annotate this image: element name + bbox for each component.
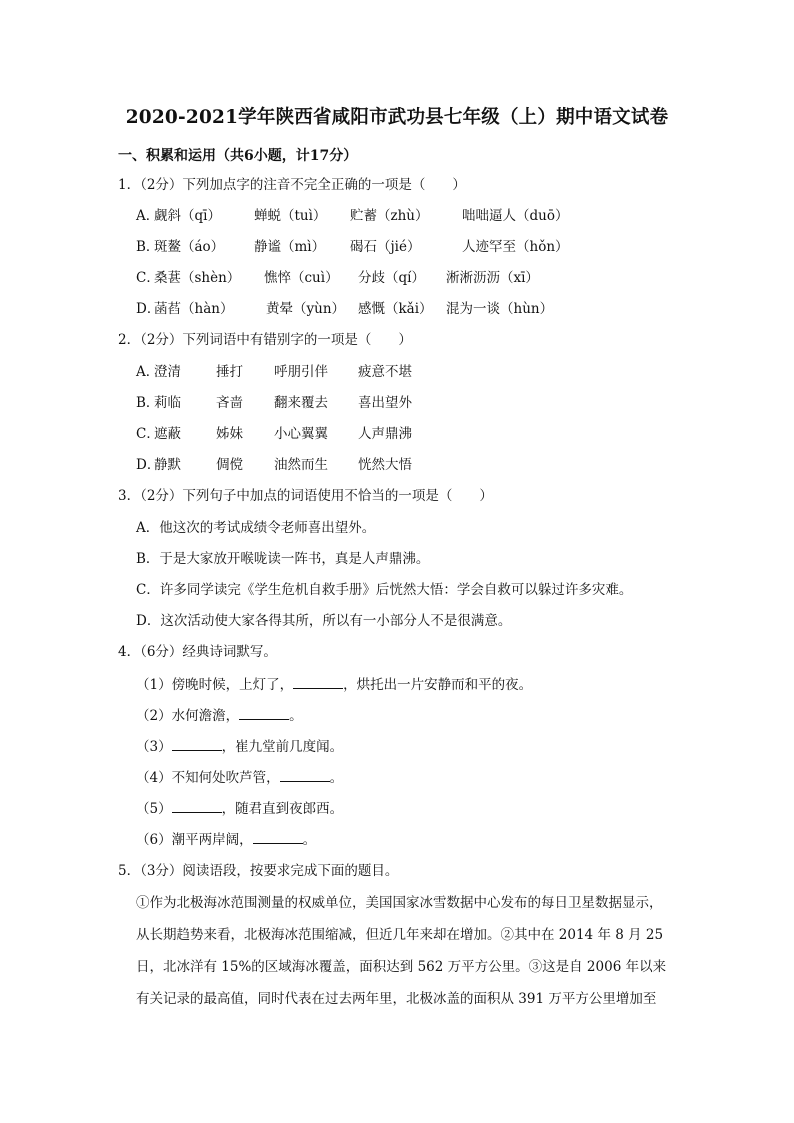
answer-blank[interactable] xyxy=(172,800,222,813)
option-item: 捶打 xyxy=(216,364,243,380)
poem-text: ，崔九堂前几度闻。 xyxy=(221,739,344,755)
poem-text: 。 xyxy=(302,832,317,848)
option-item: 倜傥 xyxy=(216,457,243,473)
poem-text: 。 xyxy=(289,708,303,724)
option-item: 咄咄逼人（duō） xyxy=(462,208,569,224)
option-item: 遮蔽 xyxy=(154,426,181,442)
option-item: 桑葚（shèn） xyxy=(154,270,241,286)
page-title: 2020-2021学年陕西省咸阳市武功县七年级（上）期中语文试卷 xyxy=(125,107,669,128)
option-label: B． xyxy=(136,239,160,255)
question-4-stem: 4．（6分）经典诗词默写。 xyxy=(118,644,277,660)
option-item: 小心翼翼 xyxy=(274,426,328,442)
answer-blank[interactable] xyxy=(253,831,303,844)
answer-blank[interactable] xyxy=(280,769,330,782)
option-item: 蝉蜕（tuì） xyxy=(254,208,327,224)
option-item: 疲意不堪 xyxy=(358,364,412,380)
poem-line-1 xyxy=(136,676,532,694)
answer-blank[interactable] xyxy=(293,676,343,689)
question-3-stem: 3．（2分）下列句子中加点的词语使用不恰当的一项是（ ） xyxy=(118,488,493,504)
poem-line-5 xyxy=(136,800,343,818)
option-item: 黄晕（yùn） xyxy=(266,301,346,317)
poem-line-6 xyxy=(136,831,316,849)
poem-text: （1）傍晚时候，上灯了， xyxy=(136,677,294,693)
question-2-stem: 2．（2分）下列词语中有错别字的一项是（ ） xyxy=(118,332,412,348)
poem-text: ，烘托出一片安静而和平的夜。 xyxy=(343,677,533,693)
option-item: 人迹罕至（hǒn） xyxy=(462,239,569,255)
answer-blank[interactable] xyxy=(239,707,289,720)
option-item: 油然而生 xyxy=(274,457,328,473)
option-item: 淅淅沥沥（xī） xyxy=(446,270,539,286)
option-item: 呼朋引伴 xyxy=(274,364,328,380)
question-3-option-b: B．于是大家放开喉咙读一阵书，真是人声鼎沸。 xyxy=(136,551,430,567)
poem-text: 。 xyxy=(329,770,344,786)
paragraph-line: 日，北冰洋有 15%的区域海冰覆盖，面积达到 562 万平方公里。③这是自 2006 年以来 xyxy=(136,959,667,975)
option-item: 恍然大悟 xyxy=(358,457,412,473)
option-item: 分歧（qí） xyxy=(358,270,425,286)
option-item: 莉临 xyxy=(154,395,181,411)
question-1-stem: 1．（2分）下列加点字的注音不完全正确的一项是（ ） xyxy=(118,177,466,193)
question-3-option-c: C．许多同学读完《学生危机自救手册》后恍然大悟：学会自救可以躲过许多灾难。 xyxy=(136,582,633,598)
option-item: 翻来覆去 xyxy=(274,395,328,411)
option-label: A． xyxy=(136,208,160,224)
option-item: 静默 xyxy=(154,457,181,473)
option-item: 贮蓄（zhù） xyxy=(350,208,429,224)
option-item: 觑斜（qī） xyxy=(154,208,221,224)
option-item: 静谧（mì） xyxy=(254,239,326,255)
option-label: D． xyxy=(136,457,161,473)
poem-text: （2）水何澹澹， xyxy=(136,708,240,724)
section-heading: 一、积累和运用（共6小题，计17分） xyxy=(118,148,358,164)
question-3-option-a: A．他这次的考试成绩令老师喜出望外。 xyxy=(136,520,376,536)
option-label: C． xyxy=(136,270,160,286)
paragraph-line: 从长期趋势来看，北极海冰范围缩减，但近几年来却在增加。②其中在 2014 年 8 月 25 xyxy=(136,927,664,943)
poem-text: ，随君直到夜郎西。 xyxy=(221,801,344,817)
option-item: 菡萏（hàn） xyxy=(154,301,234,317)
option-item: 澄清 xyxy=(154,364,181,380)
option-item: 人声鼎沸 xyxy=(358,426,412,442)
option-label: D． xyxy=(136,301,161,317)
option-item: 碣石（jié） xyxy=(350,239,421,255)
option-item: 感慨（kǎi） xyxy=(358,301,433,317)
option-item: 吝啬 xyxy=(216,395,243,411)
poem-line-3 xyxy=(136,738,343,756)
paragraph-line: 有关记录的最高值，同时代表在过去两年里，北极冰盖的面积从 391 万平方公里增加至 xyxy=(136,991,657,1007)
question-3-option-d: D．这次活动使大家各得其所，所以有一小部分人不是很满意。 xyxy=(136,613,512,629)
option-item: 喜出望外 xyxy=(358,395,412,411)
question-5-stem: 5．（3分）阅读语段，按要求完成下面的题目。 xyxy=(118,863,399,879)
option-item: 斑鳌（áo） xyxy=(154,239,225,255)
option-item: 姊妹 xyxy=(216,426,243,442)
option-item: 混为一谈（hùn） xyxy=(446,301,554,317)
option-label: B． xyxy=(136,395,160,411)
poem-text: （5） xyxy=(136,801,172,817)
poem-line-4 xyxy=(136,769,343,787)
answer-blank[interactable] xyxy=(172,738,222,751)
poem-text: （4）不知何处吹芦管， xyxy=(136,770,280,786)
paragraph-line: ①作为北极海冰范围测量的权威单位，美国国家冰雪数据中心发布的每日卫星数据显示， xyxy=(136,895,663,911)
option-item: 憔悴（cuì） xyxy=(264,270,339,286)
poem-text: （3） xyxy=(136,739,172,755)
option-label: C． xyxy=(136,426,160,442)
poem-text: （6）潮平两岸阔， xyxy=(136,832,253,848)
poem-line-2 xyxy=(136,707,303,725)
option-label: A． xyxy=(136,364,160,380)
